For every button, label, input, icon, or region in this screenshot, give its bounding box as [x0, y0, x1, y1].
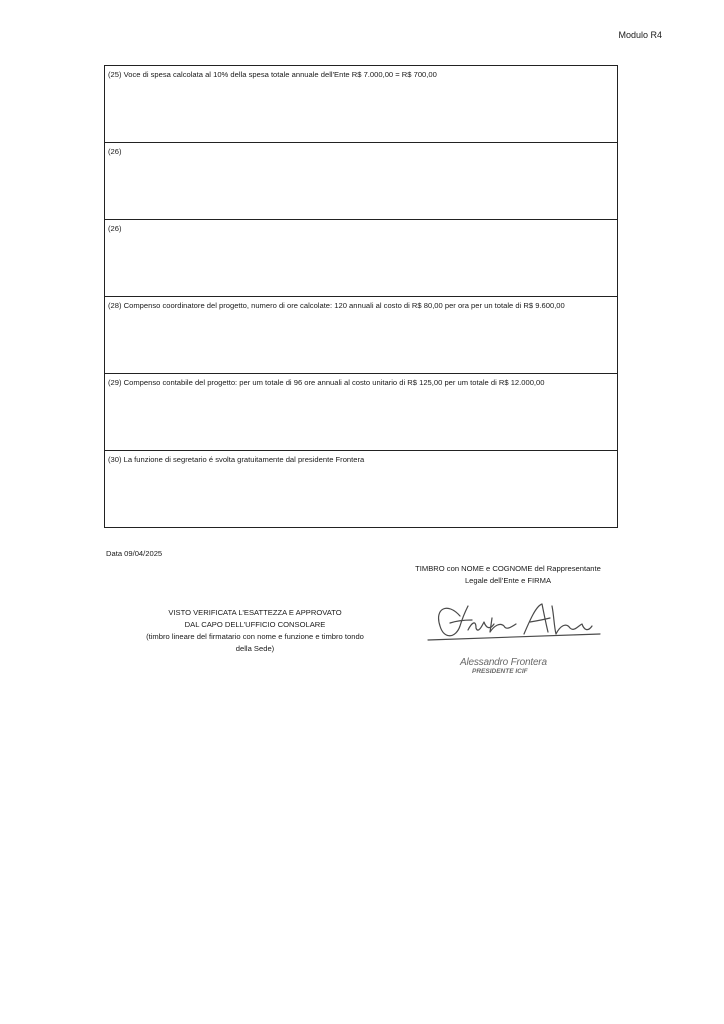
note-row-25: (25) Voce di spesa calcolata al 10% della spesa totale annuale dell'Ente R$ 7.000,00 = R$ 700,00	[105, 66, 617, 143]
consul-line-4: della Sede)	[235, 644, 275, 653]
consul-line-2: DAL CAPO DELL’UFFICIO CONSOLARE	[184, 620, 326, 629]
stamp-signer-role: PRESIDENTE ICIF	[472, 668, 528, 675]
consul-approval-block	[110, 607, 400, 655]
stamp-caption	[392, 563, 624, 587]
consul-line-3: (timbro lineare del firmatario con nome e funzione e timbro tondo	[146, 632, 364, 641]
document-date: Data 09/04/2025	[106, 549, 163, 558]
stamp-signer-name: Alessandro Frontera	[460, 657, 547, 668]
note-row-28: (28) Compenso coordinatore del progetto, numero di ore calcolate: 120 annuali al costo di R$ 80,00 per ora per un totale di R$ 9.600,00	[105, 297, 617, 374]
stamp-caption-line-1: TIMBRO con NOME e COGNOME del Rappresentante	[415, 564, 601, 573]
handwritten-signature	[420, 596, 610, 654]
note-row-26b: (26)	[105, 220, 617, 297]
note-row-26a: (26)	[105, 143, 617, 220]
notes-table	[104, 65, 618, 528]
consul-line-1: VISTO VERIFICATA L’ESATTEZZA E APPROVATO	[168, 608, 342, 617]
note-row-30: (30) La funzione di segretario é svolta gratuitamente dal presidente Frontera	[108, 455, 365, 464]
form-code: Modulo R4	[618, 30, 662, 40]
stamp-caption-line-2: Legale dell’Ente e FIRMA	[464, 576, 552, 585]
note-row-29: (29) Compenso contabile del progetto: per um totale di 96 ore annuali al costo unitario di R$ 125,00 per um totale di R$ 12.000,00	[105, 374, 617, 451]
